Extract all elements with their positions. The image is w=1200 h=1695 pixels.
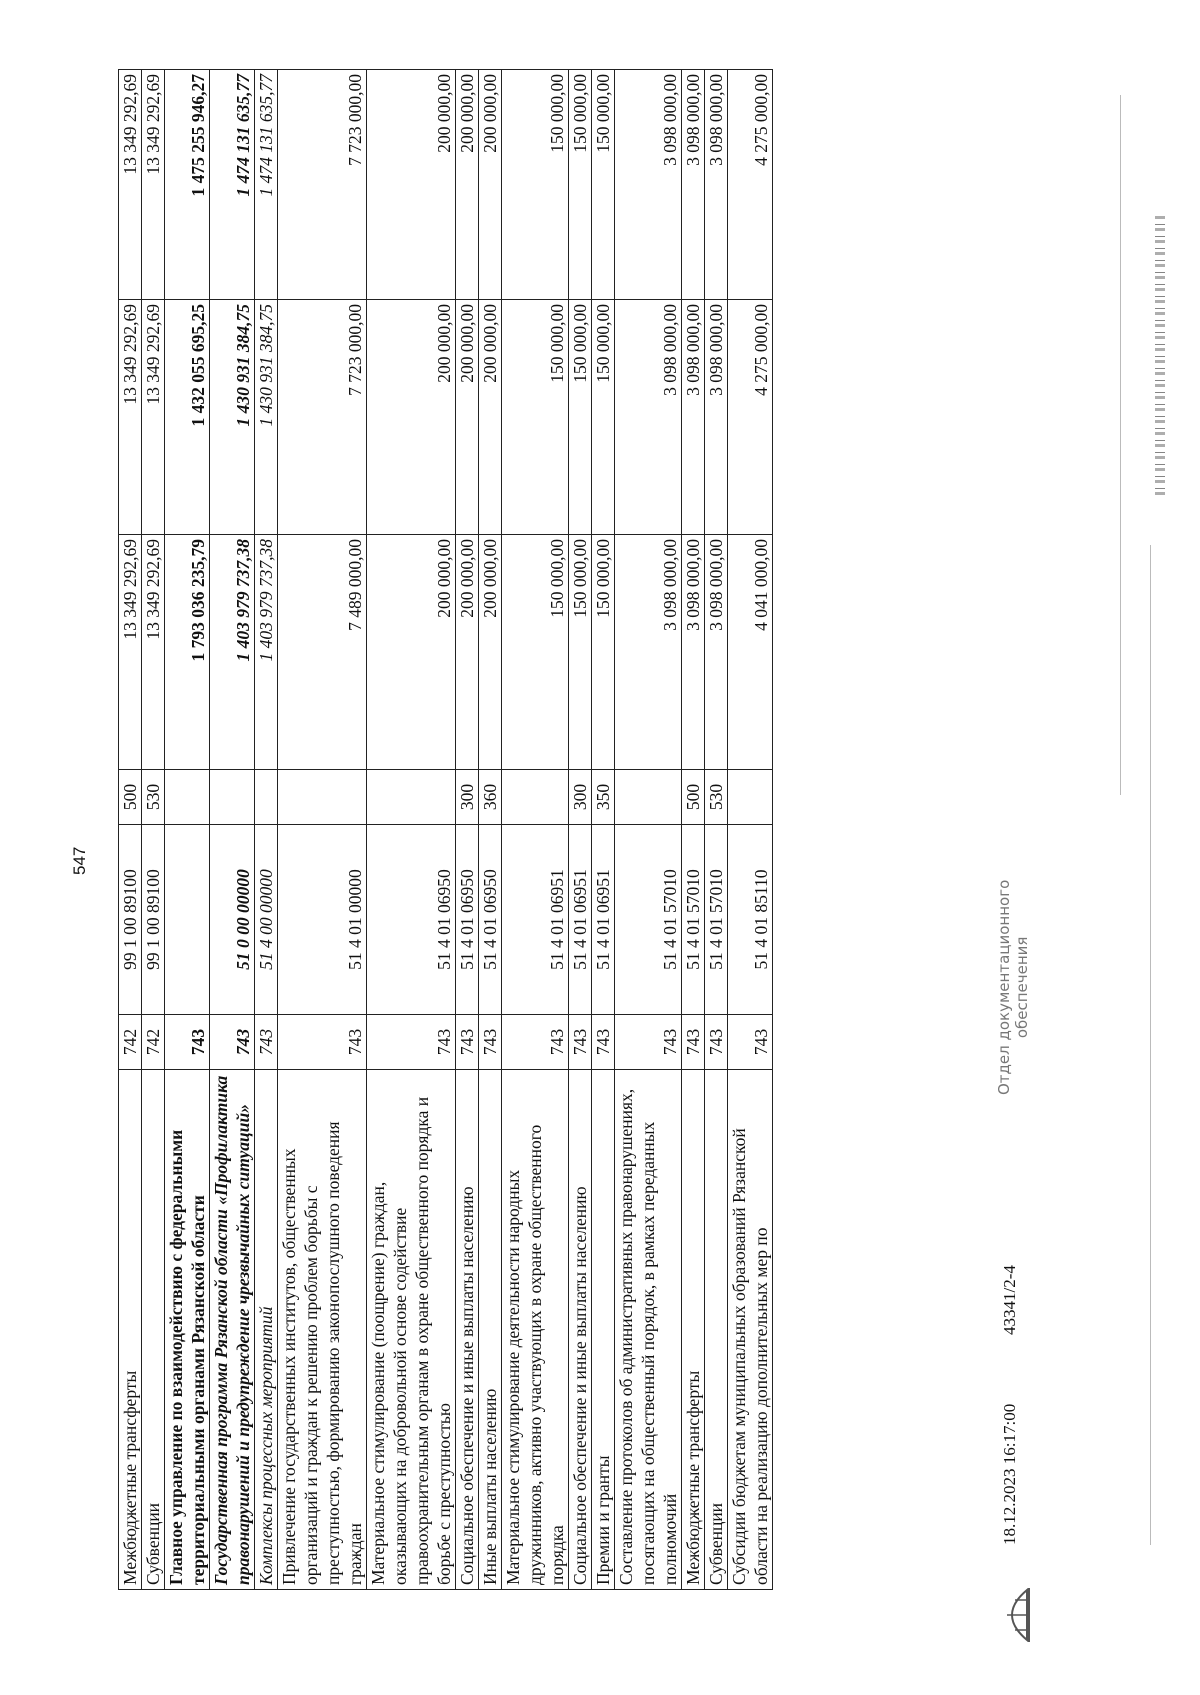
table-row (479, 70, 502, 1590)
target-article-code: 99 1 00 89100 (119, 825, 142, 1015)
amount-2025: 13 349 292,69 (119, 300, 142, 535)
admin-code: 743 (479, 1015, 502, 1070)
amount-2026: 7 723 000,00 (278, 70, 367, 300)
expense-type-code (615, 770, 682, 825)
amount-2025: 3 098 000,00 (705, 300, 728, 535)
target-article-code: 51 0 00 00000 (210, 825, 255, 1015)
amount-2026: 150 000,00 (592, 70, 615, 300)
row-name: Межбюджетные трансферты (682, 1070, 705, 1590)
target-article-code: 51 4 01 00000 (278, 825, 367, 1015)
stamp-line-1: Отдел документационного (995, 879, 1013, 1095)
table-row (682, 70, 705, 1590)
admin-code: 743 (569, 1015, 592, 1070)
target-article-code: 51 4 01 57010 (705, 825, 728, 1015)
duma-logo-icon (995, 1580, 1035, 1650)
admin-code: 743 (255, 1015, 278, 1070)
target-article-code: 51 4 01 06950 (456, 825, 479, 1015)
row-name: Социальное обеспечение и иные выплаты населению (569, 1070, 592, 1590)
row-name: Комплексы процессных мероприятий (255, 1070, 278, 1590)
page-number: 547 (70, 846, 89, 875)
expense-type-code (210, 770, 255, 825)
admin-code: 743 (456, 1015, 479, 1070)
amount-2026: 1 474 131 635,77 (210, 70, 255, 300)
row-name: Привлечение государственных институтов, общественных организаций и граждан к решению проблем борьбы с преступностью, формированию законопослушного поведения граждан (278, 1070, 367, 1590)
amount-2025: 1 430 931 384,75 (210, 300, 255, 535)
amount-2024: 3 098 000,00 (615, 535, 682, 770)
expense-type-code (728, 770, 773, 825)
amount-2025: 150 000,00 (592, 300, 615, 535)
admin-code: 743 (502, 1015, 569, 1070)
admin-code: 742 (142, 1015, 165, 1070)
admin-code: 743 (728, 1015, 773, 1070)
amount-2026: 3 098 000,00 (682, 70, 705, 300)
amount-2026: 3 098 000,00 (615, 70, 682, 300)
admin-code: 743 (278, 1015, 367, 1070)
target-article-code: 51 4 01 85110 (728, 825, 773, 1015)
admin-code: 743 (615, 1015, 682, 1070)
amount-2025: 200 000,00 (456, 300, 479, 535)
target-article-code: 51 4 01 06951 (502, 825, 569, 1015)
amount-2024: 1 403 979 737,38 (210, 535, 255, 770)
row-name: Иные выплаты населению (479, 1070, 502, 1590)
amount-2026: 200 000,00 (479, 70, 502, 300)
target-article-code: 51 4 00 00000 (255, 825, 278, 1015)
table-body (119, 70, 773, 1590)
table-row (705, 70, 728, 1590)
table-row (615, 70, 682, 1590)
expense-type-code (502, 770, 569, 825)
table-row (569, 70, 592, 1590)
amount-2025: 1 432 055 695,25 (165, 300, 210, 535)
expense-type-code (165, 770, 210, 825)
amount-2025: 13 349 292,69 (142, 300, 165, 535)
amount-2026: 150 000,00 (569, 70, 592, 300)
table-row (592, 70, 615, 1590)
table-row (210, 70, 255, 1590)
amount-2024: 4 041 000,00 (728, 535, 773, 770)
target-article-code: 51 4 01 57010 (682, 825, 705, 1015)
target-article-code: 51 4 01 06950 (367, 825, 456, 1015)
stamp-line-2: обеспечения (1013, 936, 1031, 1039)
expense-type-code: 530 (142, 770, 165, 825)
expense-type-code: 530 (705, 770, 728, 825)
row-name: Субвенции (705, 1070, 728, 1590)
admin-code: 743 (165, 1015, 210, 1070)
amount-2025: 3 098 000,00 (615, 300, 682, 535)
table-row (255, 70, 278, 1590)
row-name: Государственная программа Рязанской области «Профилактика правонарушений и предупреждение чрезвычайных ситуаций» (210, 1070, 255, 1590)
expense-type-code: 300 (456, 770, 479, 825)
amount-2024: 150 000,00 (592, 535, 615, 770)
expense-type-code (255, 770, 278, 825)
target-article-code: 51 4 01 06951 (569, 825, 592, 1015)
row-name: Премии и гранты (592, 1070, 615, 1590)
amount-2026: 200 000,00 (456, 70, 479, 300)
row-name: Социальное обеспечение и иные выплаты населению (456, 1070, 479, 1590)
footer-doc-code: 43341/2-4 (1000, 1265, 1019, 1335)
table-row (278, 70, 367, 1590)
amount-2026: 200 000,00 (367, 70, 456, 300)
amount-2024: 1 403 979 737,38 (255, 535, 278, 770)
admin-code: 743 (367, 1015, 456, 1070)
admin-code: 743 (210, 1015, 255, 1070)
amount-2026: 13 349 292,69 (119, 70, 142, 300)
row-name: Главное управление по взаимодействию с федеральными территориальными органами Рязанской области (165, 1070, 210, 1590)
row-name: Составление протоколов об административных правонарушениях, посягающих на общественный порядок, в рамках переданных полномочий (615, 1070, 682, 1590)
expense-type-code: 350 (592, 770, 615, 825)
amount-2026: 150 000,00 (502, 70, 569, 300)
amount-2024: 13 349 292,69 (119, 535, 142, 770)
table-row (728, 70, 773, 1590)
amount-2024: 3 098 000,00 (682, 535, 705, 770)
amount-2024: 13 349 292,69 (142, 535, 165, 770)
expense-type-code (367, 770, 456, 825)
footer-date: 18.12.2023 16:17:00 (1000, 1403, 1019, 1545)
amount-2025: 1 430 931 384,75 (255, 300, 278, 535)
row-name: Материальное стимулирование (поощрение) граждан, оказывающих на добровольной основе содействие правоохранительным органам в охране общественного порядка и борьбе с преступностью (367, 1070, 456, 1590)
amount-2024: 150 000,00 (569, 535, 592, 770)
amount-2024: 7 489 000,00 (278, 535, 367, 770)
amount-2024: 200 000,00 (367, 535, 456, 770)
amount-2024: 200 000,00 (456, 535, 479, 770)
amount-2024: 150 000,00 (502, 535, 569, 770)
admin-code: 743 (592, 1015, 615, 1070)
table-row (367, 70, 456, 1590)
row-name: Материальное стимулирование деятельности народных дружинников, активно участвующих в охране общественного порядка (502, 1070, 569, 1590)
target-article-code: 51 4 01 06951 (592, 825, 615, 1015)
admin-code: 743 (682, 1015, 705, 1070)
amount-2025: 150 000,00 (569, 300, 592, 535)
scan-artifact-line (1120, 95, 1121, 795)
amount-2025: 200 000,00 (479, 300, 502, 535)
expense-type-code: 500 (682, 770, 705, 825)
scan-artifact-line (1150, 545, 1151, 1545)
expense-type-code (278, 770, 367, 825)
expense-type-code: 300 (569, 770, 592, 825)
expense-type-code: 360 (479, 770, 502, 825)
department-stamp (995, 880, 1031, 1095)
row-name: Межбюджетные трансферты (119, 1070, 142, 1590)
amount-2024: 200 000,00 (479, 535, 502, 770)
scan-barcode-strip (1155, 215, 1165, 495)
target-article-code (165, 825, 210, 1015)
amount-2026: 1 475 255 946,27 (165, 70, 210, 300)
amount-2026: 1 474 131 635,77 (255, 70, 278, 300)
table-row (142, 70, 165, 1590)
admin-code: 743 (705, 1015, 728, 1070)
target-article-code: 51 4 01 57010 (615, 825, 682, 1015)
amount-2025: 3 098 000,00 (682, 300, 705, 535)
table-row (119, 70, 142, 1590)
table-row (456, 70, 479, 1590)
amount-2026: 4 275 000,00 (728, 70, 773, 300)
amount-2025: 7 723 000,00 (278, 300, 367, 535)
amount-2024: 3 098 000,00 (705, 535, 728, 770)
amount-2026: 13 349 292,69 (142, 70, 165, 300)
budget-table (118, 69, 773, 1590)
row-name: Субвенции (142, 1070, 165, 1590)
admin-code: 742 (119, 1015, 142, 1070)
amount-2025: 150 000,00 (502, 300, 569, 535)
target-article-code: 51 4 01 06950 (479, 825, 502, 1015)
amount-2025: 4 275 000,00 (728, 300, 773, 535)
table-row (502, 70, 569, 1590)
amount-2025: 200 000,00 (367, 300, 456, 535)
expense-type-code: 500 (119, 770, 142, 825)
target-article-code: 99 1 00 89100 (142, 825, 165, 1015)
row-name: Субсидии бюджетам муниципальных образований Рязанской области на реализацию дополнительных мер по (728, 1070, 773, 1590)
amount-2024: 1 793 036 235,79 (165, 535, 210, 770)
table-row (165, 70, 210, 1590)
amount-2026: 3 098 000,00 (705, 70, 728, 300)
